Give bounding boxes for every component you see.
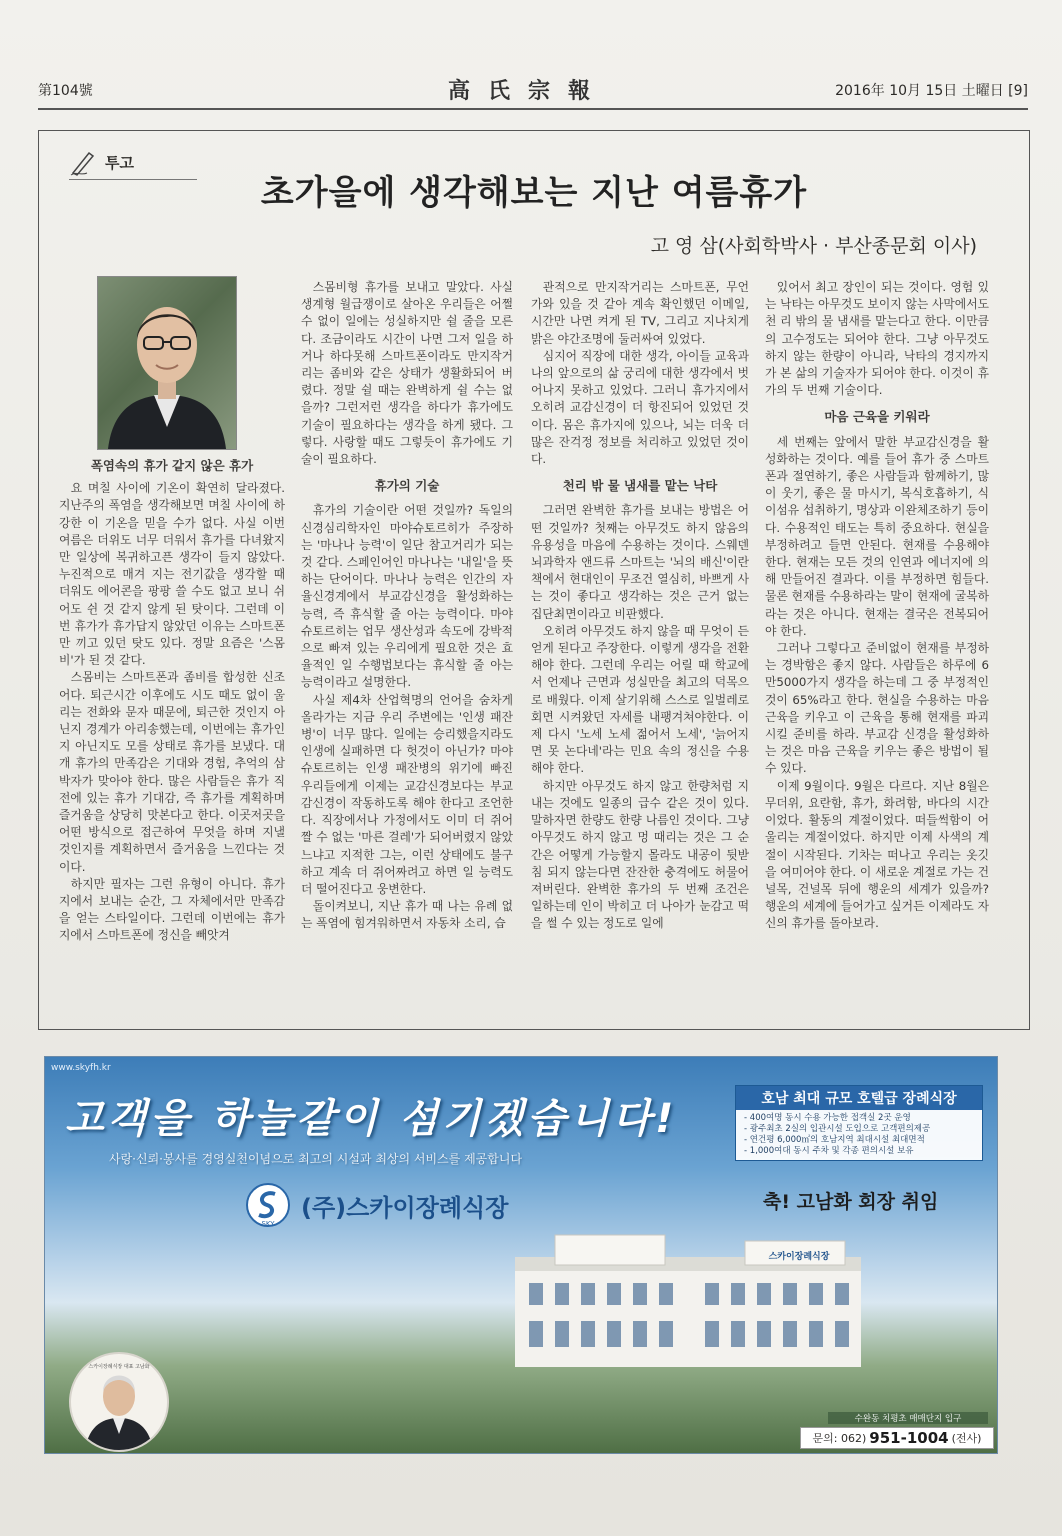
svg-text:스카이장례식장 대표 고남화: 스카이장례식장 대표 고남화 — [88, 1364, 150, 1370]
contact-phone — [800, 1427, 994, 1449]
ad-url: www.skyfh.kr — [51, 1063, 111, 1073]
funeral-home-building — [515, 1227, 861, 1367]
info-item: - 연건평 6,000㎡의 호남지역 최대시설 최대면적 — [744, 1135, 925, 1145]
svg-text:스카이장례식장: 스카이장례식장 — [768, 1252, 830, 1262]
paragraph: 이제 9월이다. 9월은 다르다. 지난 8월은 무더위, 요란함, 휴가, 화려함, 바다의 시간이었다. 활동의 계절이었다. 떠들썩함이 어울리는 계절이었다. 하지만 이제 사색의 계절이 시작된다. 기차는 떠나고 우리는 옷깃을 여미어야 한다. 이 새로운 계절로 가는 건널목, 건널목 뒤에 행운의 세계가 있을까? 행운의 세계에 들어가고 싶거든 이제라도 자신의 휴가를 돌아보라. — [765, 778, 989, 931]
paragraph: 그러면 완벽한 휴가를 보내는 방법은 어떤 것일까? 첫째는 아무것도 하지 않음의 유용성을 마음에 수용하는 것이다. 스웨덴 뇌과학자 앤드류 스마트는 '뇌의 배신'이란 책에서 현대인이 무조건 열심히, 바쁘게 사는 것이 좋다고 생각하는 것은 근거 없는 집단최면이라고 비판했다. — [531, 503, 749, 621]
phone-prefix: 문의: 062) — [812, 1432, 867, 1445]
category-label: 투고 — [105, 153, 134, 172]
info-list — [736, 1113, 982, 1157]
svg-text:SKY: SKY — [261, 1220, 275, 1228]
info-item: - 광주최초 2실의 입관시설 도입으로 고객편의제공 — [744, 1124, 931, 1134]
photo-caption: 폭염속의 휴가 같지 않은 휴가 — [90, 458, 254, 473]
section-heading: 휴가의 기술 — [374, 478, 440, 494]
paragraph: 돌이켜보니, 지난 휴가 때 나는 유례 없는 폭염에 힘겨워하면서 자동차 소리, 습 — [301, 899, 513, 931]
sky-logo-icon — [245, 1182, 291, 1228]
paragraph: 하지만 필자는 그런 유형이 아니다. 휴가지에서 보내는 순간, 그 자체에서만 만족감을 얻는 스타일이다. 그런데 이번에는 휴가지에서 스마트폰에 정신을 빼앗겨 — [59, 876, 285, 943]
congratulation-text: 축! 고남화 회장 취임 — [763, 1191, 939, 1213]
ad-info-box — [735, 1085, 983, 1161]
paragraph: 하지만 아무것도 하지 않고 한량처럼 지내는 것에도 일종의 급수 같은 것이 있다. 말하자면 한량도 한량 나름인 것이다. 그냥 아무것도 하지 않고 멍 때리는 것은 그 순간은 어떻게 가능할지 몰라도 내공이 뒷받침 되지 않는다면 잔잔한 충격에도 허물어져버린다. 완벽한 휴가의 두 번째 조건은 일하는데 인이 박히고 더 나아가 눈감고 떡을 썰 수 있는 정도로 일에 — [531, 778, 749, 931]
article-column-2 — [301, 279, 513, 933]
paragraph: 심지어 직장에 대한 생각, 아이들 교육과 나의 앞으로의 삶 궁리에 대한 생각에서 벗어나지 못하고 있었다. 그러니 휴가지에서 오히려 교감신경이 더 항진되어 있었던 것이다. 몸은 휴가지에 있으나, 뇌는 더욱 더 많은 잔걱정 정보를 처리하고 있었던 것이다. — [531, 348, 749, 467]
chairman-portrait — [69, 1352, 169, 1452]
paragraph: 있어서 최고 장인이 되는 것이다. 영험 있는 낙타는 아무것도 보이지 않는 사막에서도 천 리 밖의 물 냄새를 맡는다고 한다. 이만큼의 고수정도는 되어야 한다. 그냥 아무것도 하지 않는 한량이 아니라, 낙타의 경지까지 가 본 삶의 기술자가 되어야 한다. 이것이 휴가의 두 번째 기술이다. — [765, 280, 989, 398]
article-title: 초가을에 생각해보는 지난 여름휴가 — [260, 173, 808, 213]
header-divider — [38, 108, 1028, 110]
phone-number: 951-1004 — [869, 1429, 949, 1447]
masthead: 高氏宗報 — [448, 78, 609, 104]
section-heading: 마음 근육을 키워라 — [824, 409, 930, 425]
publication-date: 2016年 10月 15日 土曜日 [9] — [835, 83, 1028, 99]
article-column-3 — [531, 279, 749, 933]
paragraph: 스몸비는 스마트폰과 좀비를 합성한 신조어다. 퇴근시간 이후에도 시도 때도 없이 울리는 전화와 문자 때문에, 퇴근한 것인지 아닌지 경계가 아리송했는데, 이번에는 휴가인지 아닌지도 모를 상태로 휴가를 보냈다. 대개 휴가의 만족감은 기대와 경험, 추억의 삼박자가 맞아야 한다. 많은 사람들은 휴가 직전에 있는 휴가 기대감, 즉 휴가를 계획하며 즐거움을 상당히 맛본다고 한다. 이곳저곳을 어떤 방식으로 접근하여 무엇을 하며 지낼 것인지를 계획하면서 즐거움을 느낀다는 것이다. — [59, 670, 285, 874]
funeral-home-advertisement — [44, 1056, 998, 1454]
author-photo — [97, 276, 237, 450]
paragraph: 관적으로 만지작거리는 스마트폰, 무언가와 있을 것 같아 계속 확인했던 이메일, 시간만 나면 켜게 된 TV, 그리고 지나치게 밝은 야간조명에 둘러싸여 있었다. — [531, 280, 749, 346]
paragraph: 오히려 아무것도 하지 않을 때 무엇이 든 얻게 된다고 주장한다. 이렇게 생각을 전환해야 한다. 그런데 우리는 어릴 때 학교에서 언제나 근면과 성실만을 최고의 덕목으로 배웠다. 이제 살기위해 스스로 일벌레로 회면 시켜왔던 자세를 내팽겨쳐야한다. 이제 다시 '노세 노세 젊어서 노세', '늙어지면 못 논다네'라는 민요 속의 정신을 수용해야 한다. — [531, 623, 749, 776]
paragraph: 휴가의 기술이란 어떤 것일까? 독일의 신경심리학자인 마야슈토르히가 주장하는 '마나나 능력'이 일단 참고거리가 되는 것 같다. 스페인어인 마나나는 '내일'을 뜻하는 단어이다. 마나나 능력은 인간의 자율신경계에서 부교감신경을 활성화하는 능력, 즉 휴식할 줄 아는 능력이다. 마야슈토르히는 업무 생산성과 속도에 강박적으로 빠져 있는 우리에게 필요한 것은 효율적인 일 수행법보다는 휴식할 줄 아는 능력이라고 설명한다. — [301, 503, 513, 690]
paragraph: 세 번째는 앞에서 말한 부교감신경을 활성화하는 것이다. 예를 들어 휴가 중 스마트폰과 절연하기, 좋은 사람들과 함께하기, 많이 웃기, 좋은 물 마시기, 복식호흡하기, 식이섬유 섭취하기, 명상과 이완체조하기 등이다. 수용적인 태도는 특히 중요하다. 현실을 부정하려고 들면 안된다. 현재를 수용해야 한다. 현재는 모든 것의 인연과 에너지에 의해 만들어진 결과다. 이를 부정하면 힘들다. 물론 현재를 수용하라는 말이 현재에 굴복하라는 것은 아니다. 현재는 결국은 전복되어야 한다. — [765, 434, 989, 638]
info-box-title: 호남 최대 규모 호텔급 장례식장 — [736, 1086, 982, 1110]
company-name: (주)스카이장례식장 — [301, 1193, 509, 1222]
section-heading: 천리 밖 물 냄새를 맡는 낙타 — [562, 478, 718, 494]
paragraph: 사실 제4차 산업혁명의 언어을 숨차게 올라가는 지금 우리 주변에는 '인생 패잔병'이 너무 많다. 일에는 승리했을지라도 인생에 실패하면 다 헛것이 아닌가? 마야슈토르히는 인생 패잔병의 위기에 빠진 우리들에게 이제는 교감신경보다는 부교감신경이 작동하도록 해야 한다고 조언한다. 직장에서나 가정에서도 이미 더 쥐어짤 수 없는 '마른 걸레'가 되어버렸지 않았느냐고 지적한 그는, 이런 상태에도 불구하고 계속 더 쥐어짜려고 하면 일 능력도 더 떨어진다고 웅변한다. — [301, 692, 513, 896]
issue-number: 第104號 — [38, 83, 93, 99]
article-column-1 — [59, 457, 285, 945]
paragraph: 그러나 그렇다고 준비없이 현재를 부정하는 경박함은 좋지 않다. 사람들은 하루에 6만5000가지 생각을 하는데 그 중 부정적인 것이 65%라고 한다. 현실을 수용하는 마음 근육을 키우고 이 근육을 통해 현재를 파괴시킬 준비를 하라. 부교감 신경을 활성화하는 것은 마음 근육을 키우는 좋은 방법이 될 수 있다. — [765, 641, 989, 776]
article-column-4 — [765, 279, 989, 933]
info-item: - 1,000여대 동시 주차 및 각종 편의시설 보유 — [744, 1146, 914, 1156]
phone-suffix: (전사) — [951, 1432, 982, 1445]
ad-motto: 사랑·신뢰·봉사를 경영실천이념으로 최고의 시설과 최상의 서비스를 제공합니다 — [109, 1152, 523, 1166]
paragraph: 스몸비형 휴가를 보내고 말았다. 사실 생계형 월급쟁이로 살아온 우리들은 어쩔 수 없이 일에는 성실하지만 쉴 줄을 모른다. 조금이라도 시간이 나면 그저 일을 하거나 하다못해 스마트폰이라도 만지작거리는 좀비와 같은 상태가 생활화되어 버렸다. 정말 쉴 때는 완벽하게 쉴 수는 없을까? 그런저런 생각을 하다가 휴가에도 기술이 필요하다는 생각을 하게 됐다. 그렇다. 사랑할 때도 그렇듯이 휴가에도 기술이 필요하다. — [301, 280, 513, 467]
ad-brand — [245, 1182, 508, 1228]
page-header — [38, 80, 1028, 110]
paragraph: 요 며칠 사이에 기온이 확연히 달라졌다. 지난주의 폭염을 생각해보면 며칠 사이에 하강한 이 기온을 믿을 수가 없다. 사실 이번 여름은 더위도 너무 더워서 휴가를 다녀왔지만 일상에 복귀하고픈 생각이 들지 않았다. 누진적으로 매겨 지는 전기값을 생각할 때 더워도 에어콘을 팡팡 쓸 수도 없고 보니 쉬어도 쉰 것 같지 않게 된 탓이다. 그런데 이번 휴가가 휴가답지 않았던 이유는 스마트폰만 끼고 있던 탓도 있다. 정말 요즘은 '스몸비'가 된 것 같다. — [59, 481, 285, 668]
location-label: 수완동 치평초 매매단지 입구 — [828, 1412, 988, 1424]
ad-slogan: 고객을 하늘같이 섬기겠습니다! — [65, 1096, 678, 1142]
article-box — [38, 130, 1030, 1030]
info-item: - 400여명 동시 수용 가능한 접객실 2곳 운영 — [744, 1113, 911, 1123]
article-byline: 고 영 삼(사회학박사 · 부산종문회 이사) — [650, 235, 977, 257]
